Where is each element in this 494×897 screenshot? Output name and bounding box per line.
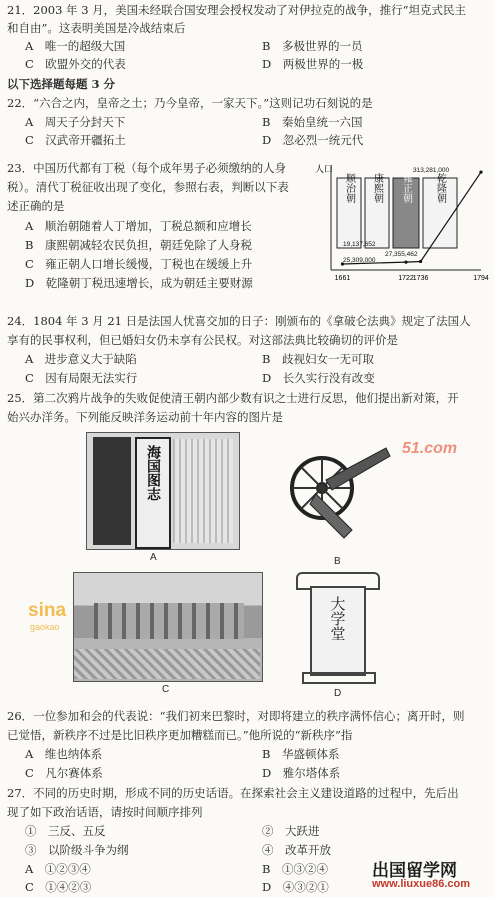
book-text-page bbox=[173, 439, 233, 543]
q23-option-d: D 乾隆朝丁税迅速增长，成为朝廷主要财源 bbox=[25, 276, 253, 290]
data-label: 27,355,462 bbox=[385, 251, 418, 258]
q23-stem-line2: 税）。清代丁税征收出现了变化，参照右表，判断以下表 bbox=[7, 180, 289, 194]
q27-option-d: D ④③②① bbox=[262, 880, 329, 894]
q23-option-a: A 顺治朝随着人丁增加，丁税总额和应增长 bbox=[25, 219, 252, 233]
q26-option-c: C 凡尔赛体系 bbox=[25, 766, 103, 780]
q25-stem-line1: 25．第二次鸦片战争的失败促使清王朝内部少数有识之士进行反思，他们提出新对策，开 bbox=[7, 391, 459, 405]
x-tick-label: 1794 bbox=[473, 275, 489, 282]
population-chart-svg bbox=[313, 158, 489, 290]
q24-stem-line1: 24．1804 年 3 月 21 日是法国人忧喜交加的日子：刚颁布的《拿破仑法典》规定了法国人 bbox=[7, 314, 471, 328]
picture-b-cannon bbox=[286, 430, 392, 552]
data-point bbox=[404, 260, 407, 263]
q21-option-d: D 两极世界的一极 bbox=[262, 57, 364, 71]
era-label: 乾隆朝 bbox=[434, 173, 446, 203]
q26-option-d: D 雅尔塔体系 bbox=[262, 766, 341, 780]
book-title: 海国图志 bbox=[145, 445, 161, 501]
section-heading: 以下选择题每题 3 分 bbox=[7, 77, 116, 91]
q25-stem-line2: 始兴办洋务。下列能反映洋务运动前十年内容的图片是 bbox=[7, 410, 283, 424]
book-title-panel bbox=[135, 437, 171, 549]
q26-option-a: A 维也纳体系 bbox=[25, 747, 103, 761]
q27-item-4: ④ 改革开放 bbox=[262, 843, 331, 857]
q27-item-3: ③ 以阶级斗争为纲 bbox=[25, 843, 129, 857]
era-label: 顺治朝 bbox=[343, 173, 355, 203]
q27-item-1: ① 三反、五反 bbox=[25, 824, 106, 838]
x-tick-label: 1661 bbox=[334, 275, 351, 282]
q27-option-c: C ①④②③ bbox=[25, 880, 92, 894]
picture-d-plaque bbox=[288, 572, 386, 684]
q22-option-c: C 汉武帝开疆拓土 bbox=[25, 133, 126, 147]
book-spine-dark bbox=[93, 437, 131, 545]
q27-stem-line2: 现了如下政治话语，请按时间顺序排列 bbox=[7, 805, 203, 819]
data-point bbox=[479, 170, 482, 173]
q24-option-b: B 歧视妇女一无可取 bbox=[262, 352, 374, 366]
q27-option-b: B ①③②④ bbox=[262, 862, 328, 876]
q27-option-a: A ①②③④ bbox=[25, 862, 91, 876]
picture-a-book bbox=[86, 432, 240, 550]
plaque-base bbox=[302, 672, 376, 684]
data-label: 313,281,000 bbox=[413, 167, 450, 174]
q26-stem-line1: 26．一位参加和会的代表说：“我们初来巴黎时，对即将建立的秩序满怀信心；离开时，则 bbox=[7, 709, 465, 723]
q26-option-b: B 华盛顿体系 bbox=[262, 747, 340, 761]
caption-a: A bbox=[150, 552, 157, 563]
q21-stem-line2: 和自由”。这表明美国是冷战结束后 bbox=[7, 21, 186, 35]
arsenal-building bbox=[94, 603, 244, 639]
sina-logo: sina bbox=[28, 600, 67, 621]
q26-stem-line2: 已觉悟，新秩序不过是比旧秩序更加糟糕而已。”他所说的“新秩序”指 bbox=[7, 728, 353, 742]
q22-stem: 22．“六合之内，皇帝之土；乃今皇帝，一家天下。”这则记功石刻说的是 bbox=[7, 96, 373, 110]
q24-option-c: C 因有局限无法实行 bbox=[25, 371, 138, 385]
liuxue-url: www.liuxue86.com bbox=[372, 878, 471, 890]
x-tick-label: 1736 bbox=[412, 275, 429, 282]
q21-option-b: B 多极世界的一员 bbox=[262, 39, 363, 53]
x-tick-label: 1722 bbox=[398, 275, 414, 282]
era-label: 雍正朝 bbox=[400, 173, 412, 203]
picture-c-arsenal bbox=[73, 572, 263, 682]
plaque-text: 大学堂 bbox=[328, 596, 347, 641]
era-label: 康熙朝 bbox=[371, 173, 383, 203]
sina-sub: gaokao bbox=[30, 622, 60, 632]
caption-c: C bbox=[162, 684, 170, 695]
q22-option-b: B 秦始皇统一六国 bbox=[262, 115, 363, 129]
q23-stem-line1: 23．中国历代都有丁税（每个成年男子必须缴纳的人身 bbox=[7, 161, 287, 175]
y-axis-label: 人口 bbox=[315, 164, 334, 174]
q23-stem-line3: 述正确的是 bbox=[7, 199, 65, 213]
arsenal-ground bbox=[74, 649, 260, 679]
population-chart bbox=[313, 158, 489, 290]
q22-option-d: D 忽必烈一统元代 bbox=[262, 133, 364, 147]
q21-stem-line1: 21．2003 年 3 月，美国未经联合国安理会授权发动了对伊拉克的战争，推行“坦克式民主 bbox=[7, 3, 467, 17]
q27-stem-line1: 27．不同的历史时期，形成不同的历史话语。在探索社会主义建设道路的过程中，先后出 bbox=[7, 786, 459, 800]
q24-stem-line2: 享有的民事权利，但已婚妇女仍未享有公民权。对这部法典比较确切的评价是 bbox=[7, 333, 398, 347]
site-logo-51: 51.com bbox=[402, 440, 458, 457]
liuxue-logo: 出国留学网 bbox=[372, 861, 457, 880]
q24-option-d: D 长久实行没有改变 bbox=[262, 371, 375, 385]
q23-option-c: C 雍正朝人口增长缓慢，丁税也在缓缓上升 bbox=[25, 257, 253, 271]
q21-option-c: C 欧盟外交的代表 bbox=[25, 57, 126, 71]
q21-option-a: A 唯一的超级大国 bbox=[25, 39, 126, 53]
cannon-barrel bbox=[326, 448, 390, 490]
q22-option-a: A 周天子分封天下 bbox=[25, 115, 126, 129]
caption-b: B bbox=[334, 556, 341, 567]
data-point bbox=[419, 260, 422, 263]
q27-item-2: ② 大跃进 bbox=[262, 824, 320, 838]
data-label: 19,137,652 bbox=[343, 241, 376, 248]
caption-d: D bbox=[334, 688, 342, 699]
plaque-board bbox=[310, 586, 366, 676]
q23-option-b: B 康熙朝减轻农民负担，朝廷免除了人身税 bbox=[25, 238, 252, 252]
q24-option-a: A 进步意义大于缺陷 bbox=[25, 352, 137, 366]
data-label: 25,309,000 bbox=[343, 257, 376, 264]
